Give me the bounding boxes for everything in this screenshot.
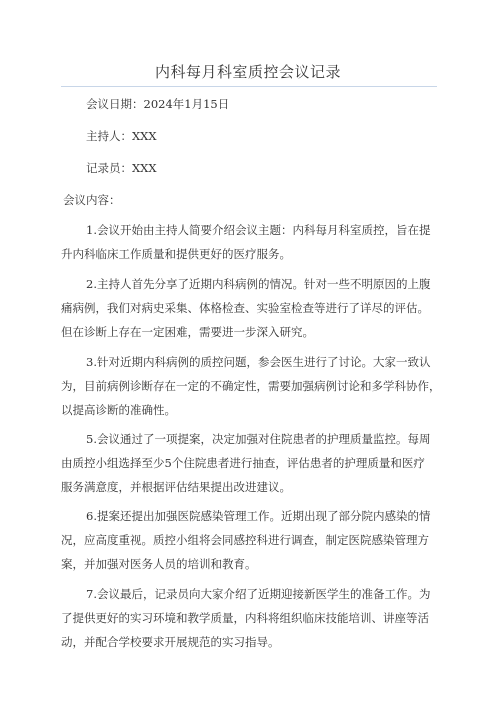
paragraph-1	[61, 218, 439, 266]
page-title: 内科每月科室质控会议记录	[154, 63, 341, 81]
paragraph-5	[61, 504, 439, 576]
meeting-host: 主持人：XXX	[86, 129, 157, 143]
paragraph-line: 痛病例，我们对病史采集、体格检查、实验室检查等进行了详尽的评估。	[61, 301, 429, 315]
paragraph-line: 7.会议最后，记录员向大家介绍了近期迎接新医学生的准备工作。为	[86, 587, 431, 601]
paragraph-line: 2.主持人首先分享了近期内科病例的情况。针对一些不明原因的上腹	[86, 277, 431, 291]
paragraph-line: 6.提案还提出加强医院感染管理工作。近期出现了部分院内感染的情	[86, 509, 431, 523]
paragraph-line: 案，并加强对医务人员的培训和教育。	[61, 557, 257, 571]
content-label: 会议内容：	[63, 193, 121, 207]
meeting-recorder: 记录员：XXX	[86, 161, 157, 175]
paragraph-4	[61, 427, 439, 499]
paragraph-line: 5.会议通过了一项提案，决定加强对住院患者的护理质量监控。每周	[86, 432, 431, 446]
paragraph-line: 1.会议开始由主持人简要介绍会议主题：内科每月科室质控，旨在提	[86, 223, 431, 237]
paragraph-line: 3.针对近期内科病例的质控问题，参会医生进行了讨论。大家一致认	[86, 355, 431, 369]
paragraph-line: 况，应高度重视。质控小组将会同感控科进行调查，制定医院感染管理方	[61, 533, 429, 547]
title-divider	[61, 86, 437, 87]
paragraph-line: 但在诊断上存在一定困难，需要进一步深入研究。	[61, 325, 314, 339]
paragraph-line: 了提供更好的实习环境和教学质量，内科将组织临床技能培训、讲座等活	[61, 611, 429, 625]
paragraph-2	[61, 272, 439, 344]
paragraph-line: 以提高诊断的准确性。	[61, 403, 176, 417]
meeting-date: 会议日期：2024年1月15日	[86, 97, 230, 111]
paragraph-line: 由质控小组选择至少5个住院患者进行抽查，评估患者的护理质量和医疗	[61, 456, 425, 470]
paragraph-line: 为，目前病例诊断存在一定的不确定性，需要加强病例讨论和多学科协作，	[61, 379, 441, 393]
paragraph-line: 升内科临床工作质量和提供更好的医疗服务。	[61, 247, 291, 261]
paragraph-line: 服务满意度，并根据评估结果提出改进建议。	[61, 480, 291, 494]
paragraph-6	[61, 582, 439, 654]
paragraph-line: 动，并配合学校要求开展规范的实习指导。	[61, 635, 280, 649]
paragraph-3	[61, 350, 439, 422]
